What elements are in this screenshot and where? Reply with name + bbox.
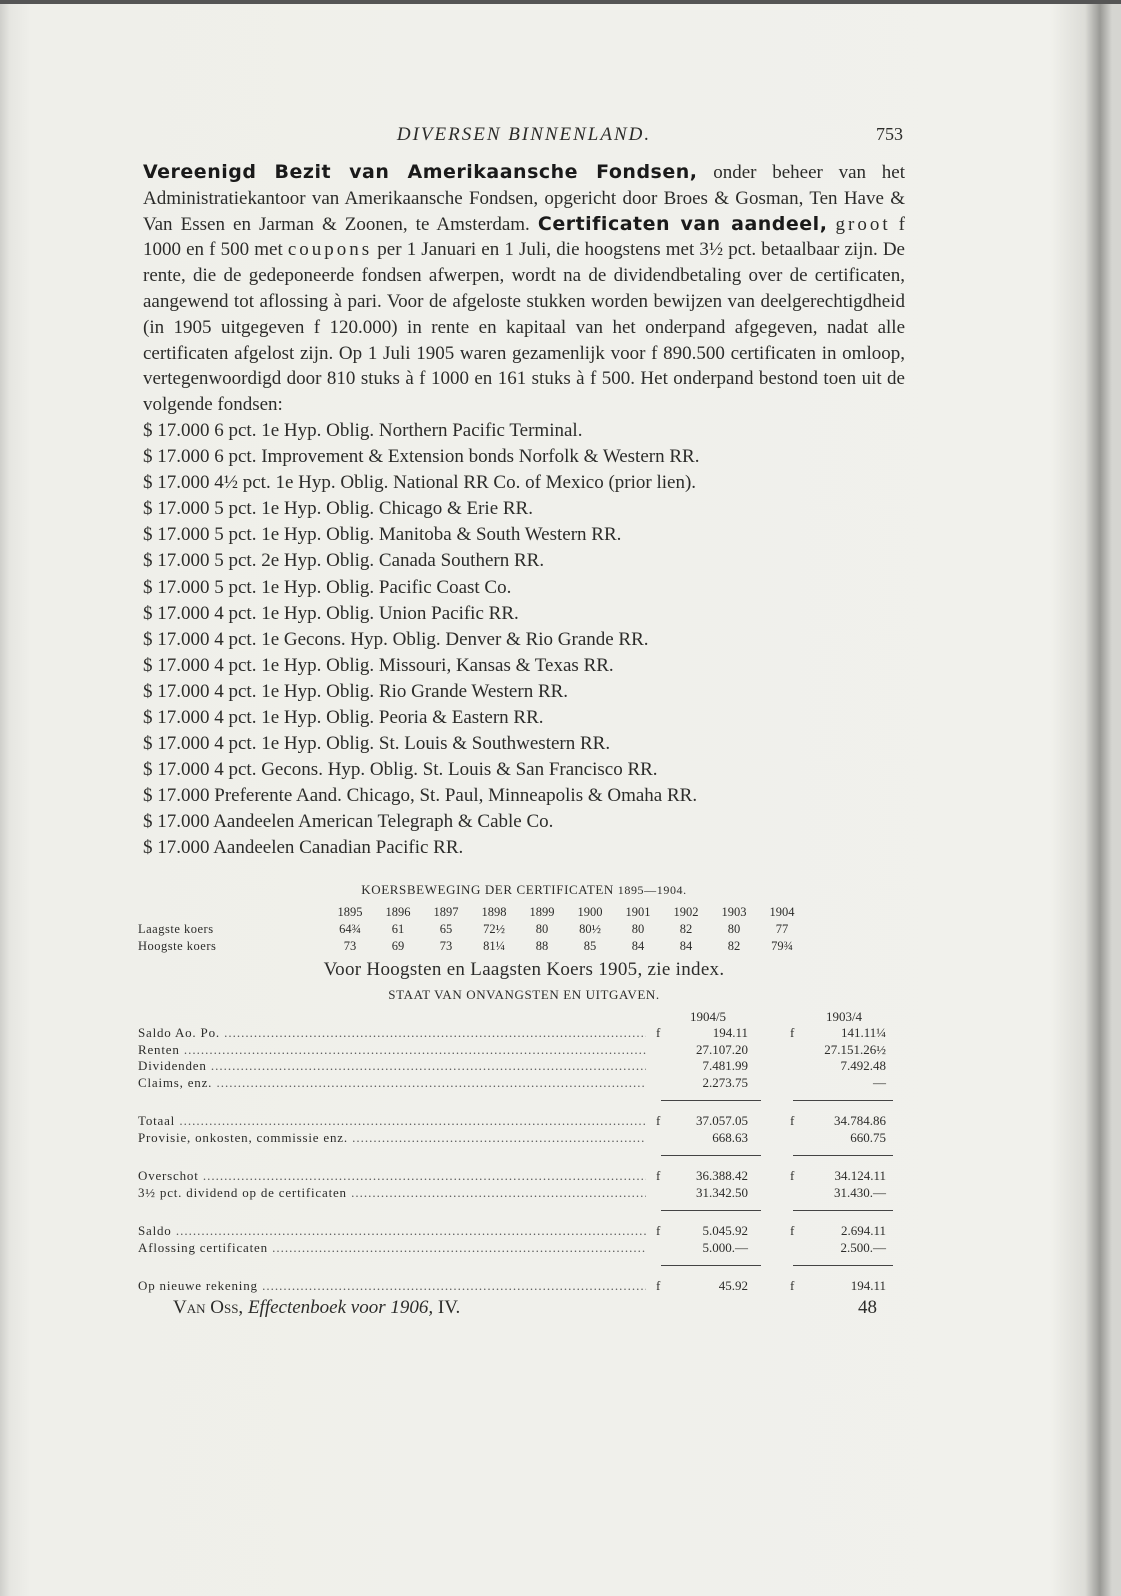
staat-value-1904-5: 194.11	[712, 1025, 748, 1041]
staat-value-1903-4: 2.500.—	[840, 1239, 886, 1255]
staat-row-label: Saldo Ao. Po. .....	[138, 1025, 646, 1041]
staat-value-1904-5: 37.057.05	[696, 1113, 748, 1129]
florin-sign: f	[790, 1223, 795, 1239]
holding-item: $ 17.000 Preferente Aand. Chicago, St. Paul, Minneapolis & Omaha RR.	[143, 785, 698, 807]
koers-year-cell: 1897	[433, 904, 459, 919]
staat-row	[138, 1075, 886, 1092]
koers-value-cell: 73	[343, 938, 357, 953]
holding-item: $ 17.000 5 pct. 1e Hyp. Oblig. Pacific Coast Co.	[143, 576, 512, 598]
staat-row	[138, 1240, 886, 1257]
staat-value-1904-5: 31.342.50	[696, 1184, 748, 1200]
sum-rule-line	[793, 1265, 893, 1266]
koers-row	[138, 938, 806, 955]
staat-value-1904-5: 36.388.42	[696, 1168, 748, 1184]
staat-row	[138, 1223, 886, 1240]
staat-col-1904-5: 1904/5	[689, 1008, 727, 1024]
koers-row-label: Laagste koers	[138, 921, 214, 936]
staat-row-label: Claims, enz. .....	[138, 1075, 646, 1091]
staat-col-1903-4: 1903/4	[825, 1008, 863, 1024]
staat-value-1904-5: 2.273.75	[702, 1074, 748, 1090]
koers-year-cell: 1895	[337, 904, 363, 919]
staat-row-label: Aflossing certificaten .....	[138, 1240, 646, 1256]
page-footer	[143, 1297, 905, 1325]
florin-sign: f	[790, 1278, 795, 1294]
footer-signature: 48	[858, 1296, 877, 1318]
staat-row	[138, 1168, 886, 1185]
staat-row-label: Provisie, onkosten, commissie enz. .....	[138, 1130, 646, 1146]
intro-text-2b: f 1000 en f 500 met	[143, 213, 906, 261]
holding-item: $ 17.000 4 pct. 1e Hyp. Oblig. Union Pacific RR.	[143, 602, 519, 624]
staat-row	[138, 1278, 886, 1295]
holdings-list	[143, 418, 905, 862]
staat-column-headers	[138, 1009, 886, 1026]
staat-value-1904-5: 45.92	[718, 1278, 748, 1294]
intro-text-1: onder beheer van het Administratiekantoor van Amerikaansche Fondsen, opgericht door Broes & Gosman, Ten Have & Van Essen en Jarman & Zoonen, te Amsterdam.	[143, 162, 905, 235]
footer-imprint	[173, 1297, 460, 1319]
koers-value-cell: 82	[727, 938, 741, 953]
koers-year-cell: 1902	[673, 904, 699, 919]
running-title: DIVERSEN BINNENLAND.	[396, 124, 652, 145]
staat-value-1904-5: 7.481.99	[702, 1058, 748, 1074]
florin-sign: f	[656, 1278, 661, 1294]
holding-item: $ 17.000 4 pct. 1e Hyp. Oblig. Missouri, Kansas & Texas RR.	[143, 654, 614, 676]
koers-title	[143, 882, 905, 898]
sum-rule-line	[661, 1155, 761, 1156]
koers-value-cell: 82	[679, 921, 693, 936]
staat-body	[138, 1025, 886, 1295]
staat-value-1903-4: 141.11¼	[840, 1025, 886, 1041]
koers-value-cell: 80	[535, 921, 549, 936]
koers-value-cell: 61	[391, 921, 405, 936]
staat-title: STAAT VAN ONVANGSTEN EN UITGAVEN.	[388, 986, 660, 1002]
koers-note: Voor Hoogsten en Laagsten Koers 1905, zie index.	[323, 958, 725, 980]
staat-value-1903-4: 194.11	[850, 1278, 886, 1294]
staat-value-1903-4: —	[873, 1074, 886, 1090]
koers-value-cell: 77	[775, 921, 789, 936]
florin-sign: f	[790, 1113, 795, 1129]
staat-row-label: Saldo .....	[138, 1223, 646, 1239]
staat-row	[138, 1130, 886, 1147]
staat-value-1904-5: 5.000.—	[702, 1239, 748, 1255]
staat-row	[138, 1058, 886, 1075]
staat-row	[138, 1042, 886, 1059]
holding-item: $ 17.000 5 pct. 1e Hyp. Oblig. Chicago & Erie RR.	[143, 498, 533, 520]
koers-value-cell: 69	[391, 938, 405, 953]
staat-value-1904-5: 5.045.92	[702, 1223, 748, 1239]
holding-item: $ 17.000 4 pct. 1e Gecons. Hyp. Oblig. Denver & Rio Grande RR.	[143, 628, 649, 650]
sum-rule	[138, 1256, 886, 1278]
koers-years-range: 1895—1904.	[617, 882, 687, 897]
koers-year-cell: 1898	[481, 904, 507, 919]
koers-value-cell: 80	[631, 921, 645, 936]
staat-row-label: Op nieuwe rekening .....	[138, 1278, 646, 1294]
koers-row	[138, 921, 806, 938]
staat-value-1904-5: 668.63	[712, 1129, 748, 1145]
staat-row	[138, 1185, 886, 1202]
holding-item: $ 17.000 Aandeelen American Telegraph & Cable Co.	[143, 811, 554, 833]
koers-corner-cell	[138, 904, 326, 921]
running-header	[143, 124, 905, 154]
koers-year-row	[138, 904, 806, 921]
florin-sign: f	[656, 1223, 661, 1239]
page-content	[138, 124, 906, 1325]
koers-value-cell: 84	[631, 938, 645, 953]
staat-row-label: 3½ pct. dividend op de certificaten .....	[138, 1185, 646, 1201]
holding-item: $ 17.000 4 pct. 1e Hyp. Oblig. St. Louis & Southwestern RR.	[143, 733, 611, 755]
spaced-word-groot: groot	[835, 213, 891, 235]
koers-value-cell: 81¼	[483, 938, 505, 953]
florin-sign: f	[790, 1168, 795, 1184]
staat-row-label: Dividenden .....	[138, 1058, 646, 1074]
koers-value-cell: 72½	[483, 921, 505, 936]
staat-row	[138, 1113, 886, 1130]
staat-value-1903-4: 2.694.11	[840, 1223, 886, 1239]
koers-table	[138, 904, 806, 955]
koers-value-cell: 84	[679, 938, 693, 953]
koers-value-cell: 79¾	[771, 938, 793, 953]
sum-rule-line	[793, 1100, 893, 1101]
koers-title-text: KOERSBEWEGING DER CERTIFICATEN	[361, 881, 614, 897]
company-heading: Vereenigd Bezit van Amerikaansche Fondsen,	[143, 161, 698, 183]
intro-paragraph	[143, 160, 905, 418]
koers-year-cell: 1904	[769, 904, 795, 919]
staat-value-1903-4: 660.75	[850, 1129, 886, 1145]
staat-value-1903-4: 7.492.48	[840, 1058, 886, 1074]
koers-value-cell: 80	[727, 921, 741, 936]
staat-value-1903-4: 34.124.11	[834, 1168, 886, 1184]
scan-edge	[0, 0, 1121, 4]
koers-value-cell: 64¾	[339, 921, 361, 936]
staat-row-label: Overschot .....	[138, 1168, 646, 1184]
spaced-word-coupons: coupons	[287, 239, 373, 261]
sum-rule-line	[793, 1155, 893, 1156]
koers-value-cell: 85	[583, 938, 597, 953]
koers-year-cell: 1899	[529, 904, 555, 919]
holding-item: $ 17.000 Aandeelen Canadian Pacific RR.	[143, 837, 464, 859]
koers-year-cell: 1903	[721, 904, 747, 919]
footer-author: Van Oss,	[173, 1296, 244, 1318]
staat-table	[138, 1009, 886, 1295]
florin-sign: f	[656, 1168, 661, 1184]
sum-rule-line	[661, 1100, 761, 1101]
intro-text-2a	[827, 214, 835, 235]
sum-rule-line	[661, 1265, 761, 1266]
florin-sign: f	[656, 1113, 661, 1129]
certificate-heading: Certificaten van aandeel,	[537, 212, 828, 235]
holding-item: $ 17.000 4 pct. Gecons. Hyp. Oblig. St. Louis & San Francisco RR.	[143, 759, 658, 781]
koers-value-cell: 80½	[579, 921, 601, 936]
sum-rule-line	[661, 1210, 761, 1211]
florin-sign: f	[790, 1025, 795, 1041]
holding-item: $ 17.000 4 pct. 1e Hyp. Oblig. Peoria & Eastern RR.	[143, 707, 544, 728]
sum-rule	[138, 1201, 886, 1223]
koers-value-cell: 73	[439, 938, 453, 953]
holding-item: $ 17.000 6 pct. 1e Hyp. Oblig. Northern Pacific Terminal.	[143, 419, 583, 441]
staat-value-1903-4: 34.784.86	[834, 1113, 886, 1129]
staat-value-1903-4: 27.151.26½	[824, 1041, 886, 1057]
staat-row	[138, 1025, 886, 1042]
holding-item: $ 17.000 6 pct. Improvement & Extension bonds Norfolk & Western RR.	[143, 446, 700, 468]
sum-rule-line	[793, 1210, 893, 1211]
staat-value-1903-4: 31.430.—	[834, 1184, 886, 1200]
footer-book-title: Effectenboek voor 1906,	[247, 1296, 434, 1318]
footer-volume: IV.	[437, 1296, 461, 1318]
koers-year-cell: 1901	[625, 904, 651, 919]
holding-item: $ 17.000 4 pct. 1e Hyp. Oblig. Rio Grande Western RR.	[143, 680, 569, 702]
koers-value-cell: 65	[439, 921, 453, 936]
sum-rule	[138, 1091, 886, 1113]
page-number: 753	[876, 124, 903, 144]
staat-row-label: Totaal .....	[138, 1113, 646, 1129]
intro-text-3: per 1 Januari en 1 Juli, die hoogstens met 3½ pct. betaalbaar zijn. De rente, die de gedeponeerde fondsen afwerpen, wordt na de dividendbetaling over de certificaten, aangewend tot aflossing à pari. Voor de afgeloste stukken worden bewijzen van deelgerechtigdheid (in 1905 uitgegeven f 120.000) in rente en kapitaal van het onderpand afgegeven, nadat alle certificaten afgelost zijn. Op 1 Juli 1905 waren gezamenlijk voor f 890.500 certificaten in omloop, vertegenwoordigd door 810 stuks à f 1000 en 161 stuks à f 500. Het onderpand bestond toen uit de volgende fondsen:	[143, 239, 905, 416]
koers-year-cell: 1900	[577, 904, 603, 919]
koers-value-cell: 88	[535, 938, 549, 953]
koers-year-cell: 1896	[385, 904, 411, 919]
florin-sign: f	[656, 1025, 661, 1041]
sum-rule	[138, 1146, 886, 1168]
holding-item: $ 17.000 5 pct. 2e Hyp. Oblig. Canada Southern RR.	[143, 550, 545, 572]
holding-item: $ 17.000 5 pct. 1e Hyp. Oblig. Manitoba & South Western RR.	[143, 524, 622, 546]
koers-row-label: Hoogste koers	[138, 938, 217, 953]
staat-row-label: Renten .....	[138, 1042, 646, 1058]
staat-value-1904-5: 27.107.20	[696, 1041, 748, 1057]
holding-item: $ 17.000 4½ pct. 1e Hyp. Oblig. National RR Co. of Mexico (prior lien).	[143, 472, 697, 494]
